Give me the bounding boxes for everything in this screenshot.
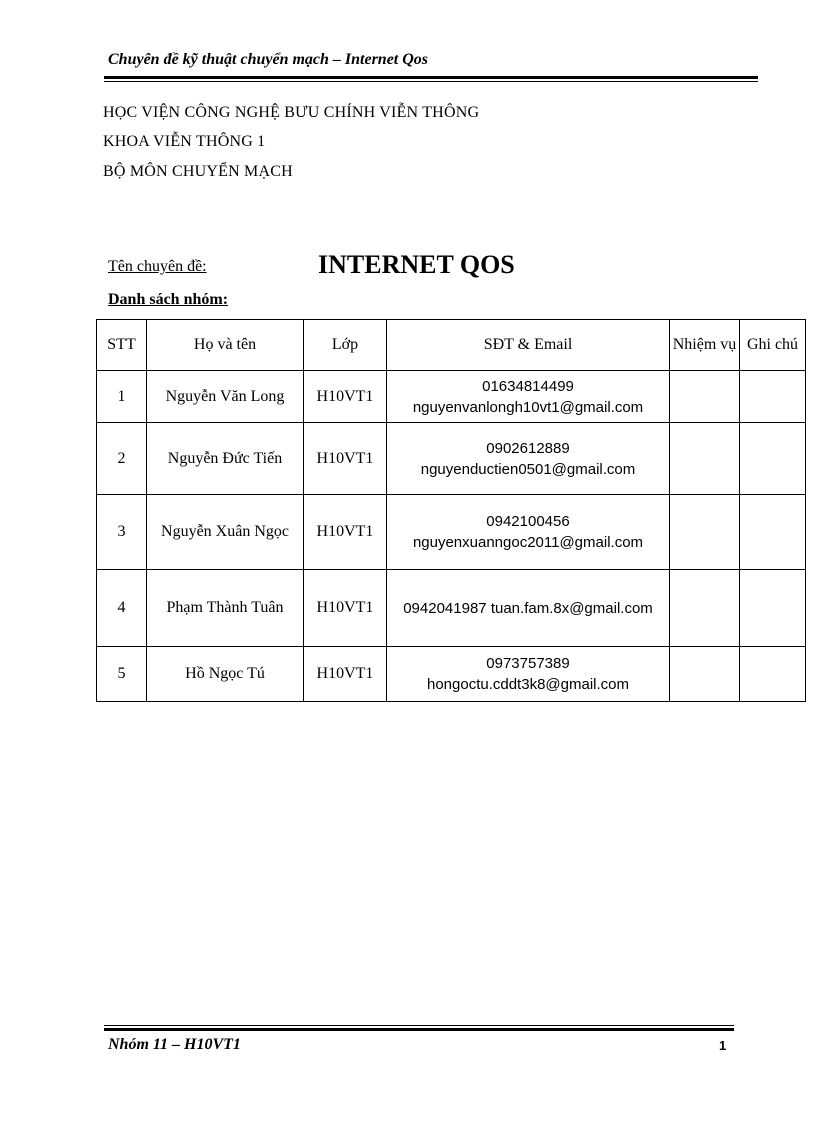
cell-task: [670, 647, 740, 702]
cell-task: [670, 495, 740, 570]
cell-class: H10VT1: [304, 495, 387, 570]
cell-stt: 1: [97, 371, 147, 423]
cell-contact: [387, 570, 670, 647]
institution-line-3: BỘ MÔN CHUYỂN MẠCH: [103, 163, 293, 180]
header-task: Nhiệm vụ: [670, 320, 740, 371]
cell-contact: [387, 495, 670, 570]
cell-class: H10VT1: [304, 647, 387, 702]
cell-email: hongoctu.cddt3k8@gmail.com: [426, 676, 629, 693]
cell-task: [670, 371, 740, 423]
cell-note: [740, 423, 806, 495]
cell-class: H10VT1: [304, 371, 387, 423]
cell-phone: 01634814499: [482, 377, 574, 395]
header-rule: [104, 76, 758, 79]
header-name: Họ và tên: [147, 320, 304, 371]
table-row: [97, 647, 806, 702]
cell-contact: [387, 371, 670, 423]
cell-email: nguyenductien0501@gmail.com: [420, 460, 636, 478]
cell-note: [740, 647, 806, 702]
cell-name: Nguyễn Văn Long: [147, 371, 304, 423]
table-row: [97, 371, 806, 423]
cell-stt: 3: [97, 495, 147, 570]
table-row: [97, 570, 806, 647]
cell-note: [740, 570, 806, 647]
cell-email: tuan.fam.8x@gmail.com: [490, 599, 653, 617]
cell-stt: 5: [97, 647, 147, 702]
cell-contact: [387, 647, 670, 702]
institution-line-1: HỌC VIỆN CÔNG NGHỆ BƯU CHÍNH VIỄN THÔNG: [103, 104, 480, 121]
cell-email: nguyenvanlongh10vt1@gmail.com: [412, 398, 644, 416]
cell-note: [740, 371, 806, 423]
institution-line-2: KHOA VIỄN THÔNG 1: [103, 133, 266, 150]
cell-class: H10VT1: [304, 423, 387, 495]
cell-class: H10VT1: [304, 570, 387, 647]
footer-rule-thick: [104, 1028, 734, 1031]
cell-name: Phạm Thành Tuân: [147, 570, 304, 647]
cell-phone: 0942041987: [403, 599, 487, 617]
cell-phone: 0973757389: [486, 655, 570, 672]
header-stt: STT: [97, 320, 147, 371]
cell-email: nguyenxuanngoc2011@gmail.com: [412, 534, 644, 551]
header-rule-bottom: [104, 81, 758, 82]
cell-stt: 2: [97, 423, 147, 495]
footer-rule: [104, 1025, 734, 1026]
cell-task: [670, 570, 740, 647]
cell-phone: 0902612889: [486, 439, 570, 457]
header-title: Chuyên đề kỹ thuật chuyển mạch – Internet Qos: [108, 51, 429, 68]
cell-name: Nguyễn Đức Tiến: [147, 423, 304, 495]
cell-name: Hồ Ngọc Tú: [147, 647, 304, 702]
footer-text: Nhóm 11 – H10VT1: [108, 1036, 241, 1053]
table-row: [97, 495, 806, 570]
header-class: Lớp: [304, 320, 387, 371]
table-row: [97, 423, 806, 495]
table-header-row: [97, 320, 806, 371]
cell-phone: 0942100456: [486, 513, 570, 530]
header-contact: SĐT & Email: [387, 320, 670, 371]
topic-title: INTERNET QOS: [318, 250, 515, 279]
cell-contact: [387, 423, 670, 495]
cell-name: Nguyễn Xuân Ngọc: [147, 495, 304, 570]
cell-stt: 4: [97, 570, 147, 647]
group-label: Danh sách nhóm:: [108, 291, 229, 308]
page-number: 1: [719, 1038, 727, 1053]
members-table: [96, 319, 806, 702]
header-note: Ghi chú: [740, 320, 806, 371]
cell-note: [740, 495, 806, 570]
topic-label: Tên chuyên đề:: [108, 258, 207, 275]
cell-task: [670, 423, 740, 495]
